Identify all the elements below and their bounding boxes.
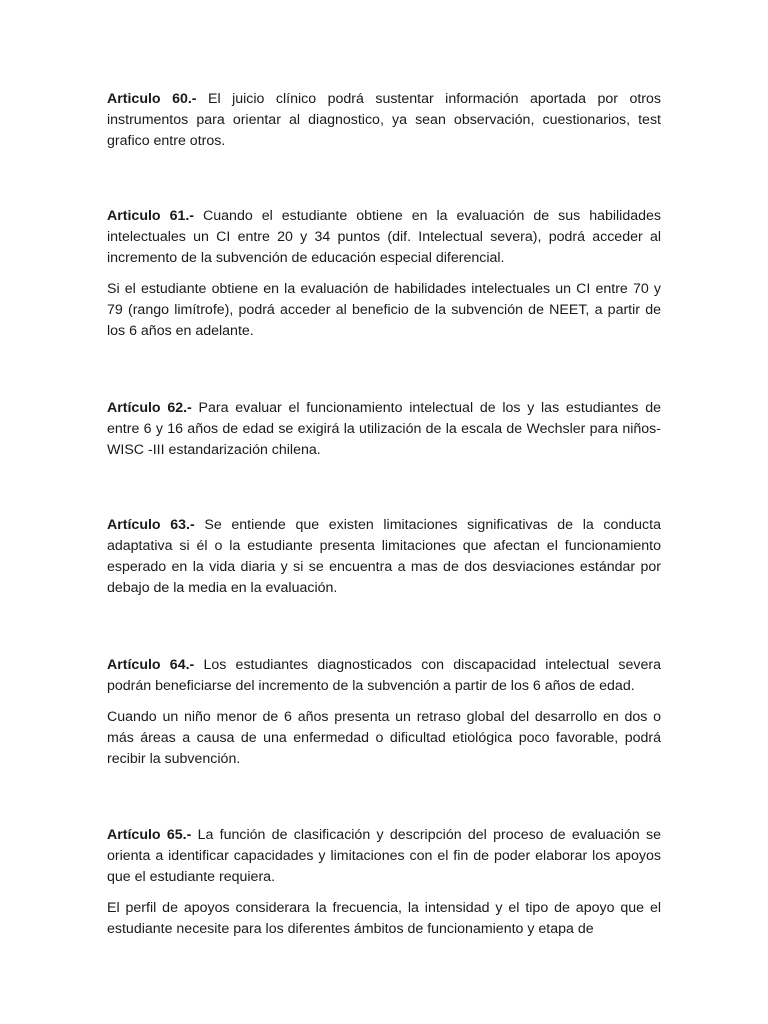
article-paragraph bbox=[107, 825, 661, 888]
article-paragraph bbox=[107, 279, 661, 342]
article-heading: Artículo 64.- bbox=[107, 657, 195, 673]
article-text: Cuando el estudiante obtiene en la evaluación de sus habilidades intelectuales un CI entre 20 y 34 puntos (dif. Intelectual severa), podrá acceder al incremento de la subvención de educación especial diferencial. bbox=[107, 208, 661, 266]
article-text: El perfil de apoyos considerara la frecuencia, la intensidad y el tipo de apoyo que el estudiante necesite para los diferentes ámbitos de funcionamiento y etapa de bbox=[107, 900, 661, 937]
article-text: Si el estudiante obtiene en la evaluación de habilidades intelectuales un CI entre 70 y 79 (rango limítrofe), podrá acceder al beneficio de la subvención de NEET, a partir de los 6 años en adelante. bbox=[107, 281, 661, 339]
article-62 bbox=[107, 398, 661, 461]
article-paragraph bbox=[107, 398, 661, 461]
article-60 bbox=[107, 89, 661, 152]
article-paragraph bbox=[107, 515, 661, 599]
article-paragraph bbox=[107, 655, 661, 697]
article-65 bbox=[107, 825, 661, 940]
article-text: Cuando un niño menor de 6 años presenta un retraso global del desarrollo en dos o más áreas a causa de una enfermedad o dificultad etiológica poco favorable, podrá recibir la subvención. bbox=[107, 709, 661, 767]
article-paragraph bbox=[107, 89, 661, 152]
document-page bbox=[107, 89, 661, 950]
article-61 bbox=[107, 206, 661, 342]
article-text: El juicio clínico podrá sustentar información aportada por otros instrumentos para orientar al diagnostico, ya sean observación, cuestionarios, test grafico entre otros. bbox=[107, 91, 661, 149]
article-paragraph bbox=[107, 898, 661, 940]
article-64 bbox=[107, 655, 661, 770]
article-heading: Articulo 60.- bbox=[107, 91, 197, 107]
article-heading: Artículo 62.- bbox=[107, 400, 192, 416]
article-heading: Artículo 63.- bbox=[107, 517, 195, 533]
article-text: Los estudiantes diagnosticados con discapacidad intelectual severa podrán beneficiarse del incremento de la subvención a partir de los 6 años de edad. bbox=[107, 657, 661, 694]
article-text: Se entiende que existen limitaciones significativas de la conducta adaptativa si él o la estudiante presenta limitaciones que afectan el funcionamiento esperado en la vida diaria y si se encuentra a mas de dos desviaciones estándar por debajo de la media en la evaluación. bbox=[107, 517, 661, 596]
article-paragraph bbox=[107, 206, 661, 269]
article-text: Para evaluar el funcionamiento intelectual de los y las estudiantes de entre 6 y 16 años de edad se exigirá la utilización de la escala de Wechsler para niños- WISC -III estandarización chilena. bbox=[107, 400, 661, 458]
article-text: La función de clasificación y descripción del proceso de evaluación se orienta a identificar capacidades y limitaciones con el fin de poder elaborar los apoyos que el estudiante requiera. bbox=[107, 827, 661, 885]
article-paragraph bbox=[107, 707, 661, 770]
article-heading: Articulo 61.- bbox=[107, 208, 195, 224]
article-heading: Artículo 65.- bbox=[107, 827, 192, 843]
article-63 bbox=[107, 515, 661, 599]
